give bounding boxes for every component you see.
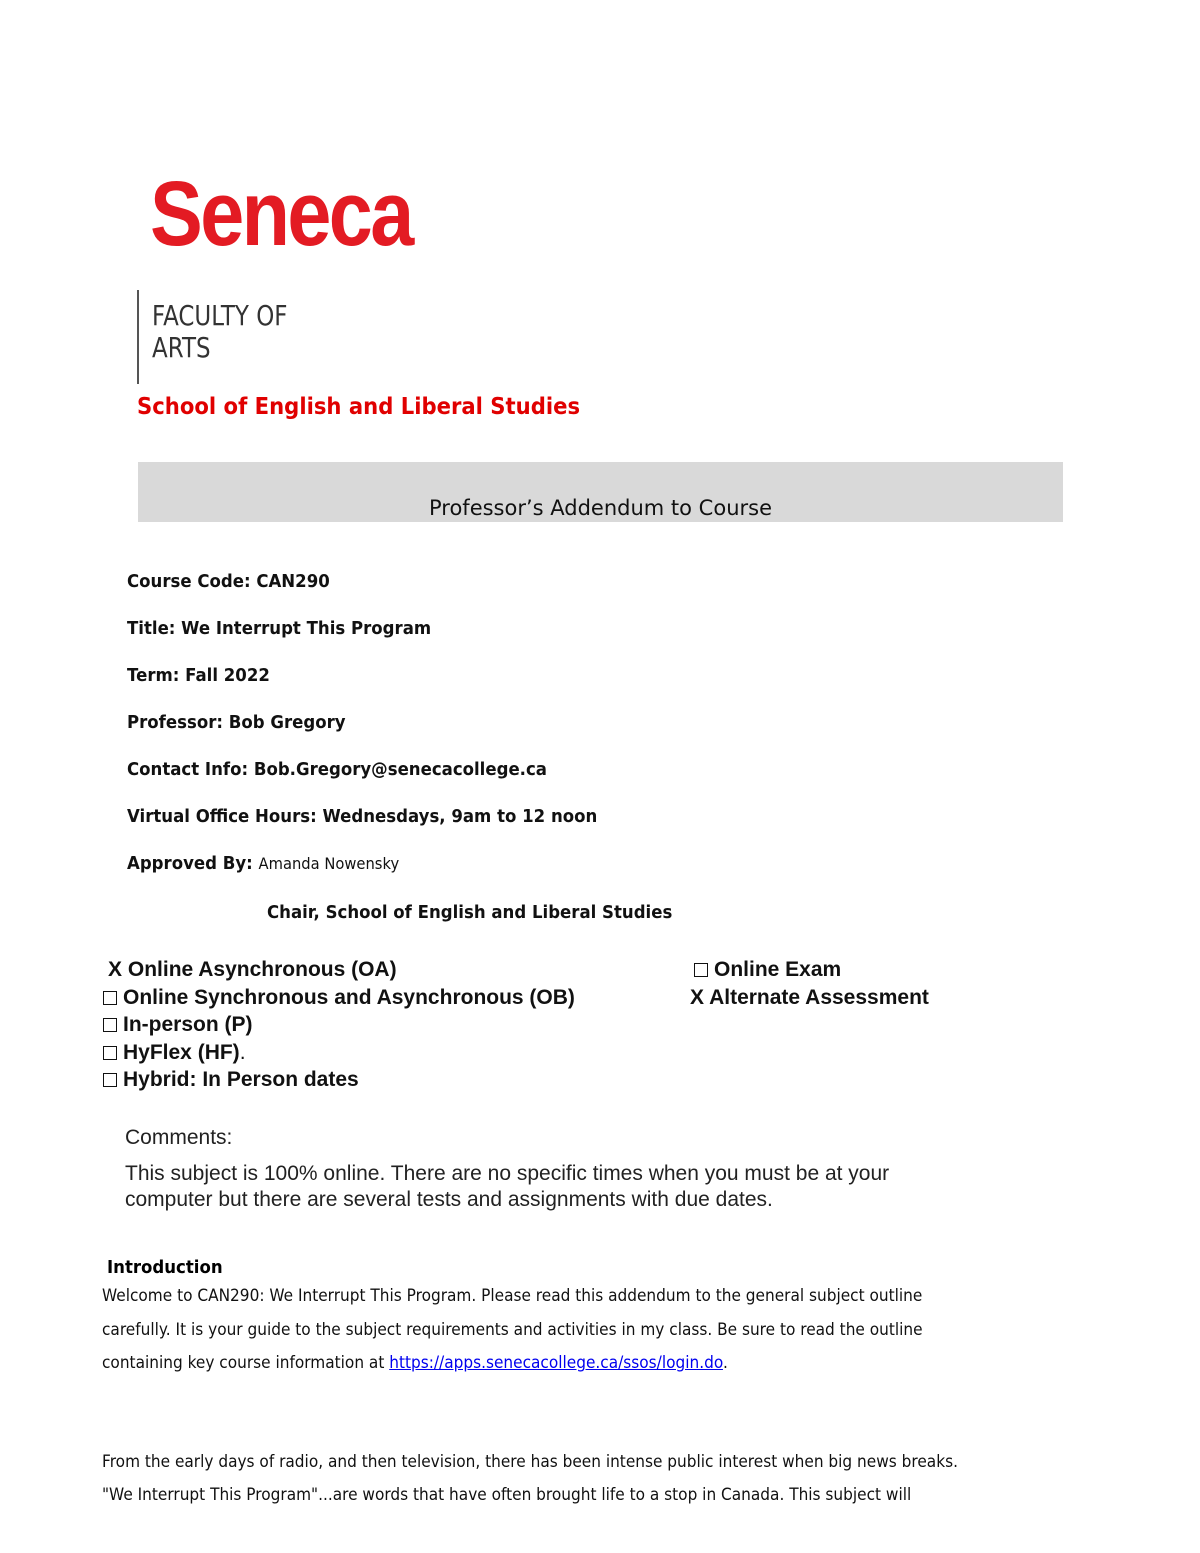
intro-line3 xyxy=(102,1353,728,1372)
logo-divider xyxy=(137,290,139,384)
option-in-person[interactable] xyxy=(103,1013,253,1037)
option-label: Online Exam xyxy=(714,958,842,981)
intro-line2: carefully. It is your guide to the subject requirements and activities in my class. Be sure to read the outline xyxy=(102,1320,923,1339)
checkbox-icon xyxy=(103,991,117,1005)
option-alternate-assessment[interactable] xyxy=(690,986,929,1010)
approved-by xyxy=(127,853,399,874)
option-hyflex[interactable] xyxy=(103,1041,246,1065)
course-contact: Contact Info: Bob.Gregory@senecacollege.ca xyxy=(127,759,547,780)
option-label: HyFlex (HF) xyxy=(123,1041,240,1064)
banner-title: Professor’s Addendum to Course xyxy=(428,496,772,520)
option-mark: X xyxy=(690,986,705,1009)
logo-faculty-line2: ARTS xyxy=(152,331,211,364)
approved-label: Approved By: xyxy=(127,853,253,874)
checkbox-icon xyxy=(103,1046,117,1060)
option-online-asynchronous[interactable] xyxy=(108,958,397,982)
seneca-logo xyxy=(136,163,446,387)
option-label: Online Asynchronous (OA) xyxy=(127,958,397,981)
checkbox-icon xyxy=(694,963,708,977)
course-term: Term: Fall 2022 xyxy=(127,665,270,686)
course-code: Course Code: CAN290 xyxy=(127,571,330,592)
option-hybrid[interactable] xyxy=(103,1068,359,1092)
option-label: Online Synchronous and Asynchronous (OB) xyxy=(123,986,575,1009)
school-name: School of English and Liberal Studies xyxy=(137,394,581,420)
hyflex-suffix: . xyxy=(239,1041,246,1064)
checkbox-icon xyxy=(103,1073,117,1087)
course-professor: Professor: Bob Gregory xyxy=(127,712,346,733)
approved-name: Amanda Nowensky xyxy=(258,854,400,873)
logo-faculty-line1: FACULTY OF xyxy=(152,299,288,332)
checkbox-icon xyxy=(103,1018,117,1032)
title-banner xyxy=(138,462,1063,522)
comments-line1: This subject is 100% online. There are no specific times when you must be at your xyxy=(125,1162,890,1185)
history-line2: "We Interrupt This Program"...are words that have often brought life to a stop in Canada. This subject will xyxy=(102,1485,912,1504)
logo-wordmark: Seneca xyxy=(150,163,412,265)
course-title: Title: We Interrupt This Program xyxy=(127,618,432,639)
intro-line3-suffix: . xyxy=(722,1353,728,1372)
option-label: In-person (P) xyxy=(123,1013,253,1036)
option-online-exam[interactable] xyxy=(694,958,841,982)
ssos-link[interactable]: https://apps.senecacollege.ca/ssos/login.do xyxy=(389,1353,723,1372)
option-online-sync-async[interactable] xyxy=(103,986,575,1010)
comments-label: Comments: xyxy=(125,1126,233,1149)
option-mark: X xyxy=(108,958,123,981)
intro-line1: Welcome to CAN290: We Interrupt This Program. Please read this addendum to the general subject outline xyxy=(102,1286,923,1305)
logo-faculty xyxy=(152,300,288,364)
comments-line2: computer but there are several tests and assignments with due dates. xyxy=(125,1188,773,1211)
approver-title: Chair, School of English and Liberal Studies xyxy=(267,902,673,923)
option-label: Alternate Assessment xyxy=(709,986,929,1009)
history-line1: From the early days of radio, and then television, there has been intense public interest when big news breaks. xyxy=(102,1452,958,1471)
intro-line3-prefix: containing key course information at xyxy=(102,1353,390,1372)
introduction-heading: Introduction xyxy=(107,1257,223,1278)
option-label: Hybrid: In Person dates xyxy=(123,1068,359,1091)
course-office-hours: Virtual Office Hours: Wednesdays, 9am to 12 noon xyxy=(127,806,598,827)
